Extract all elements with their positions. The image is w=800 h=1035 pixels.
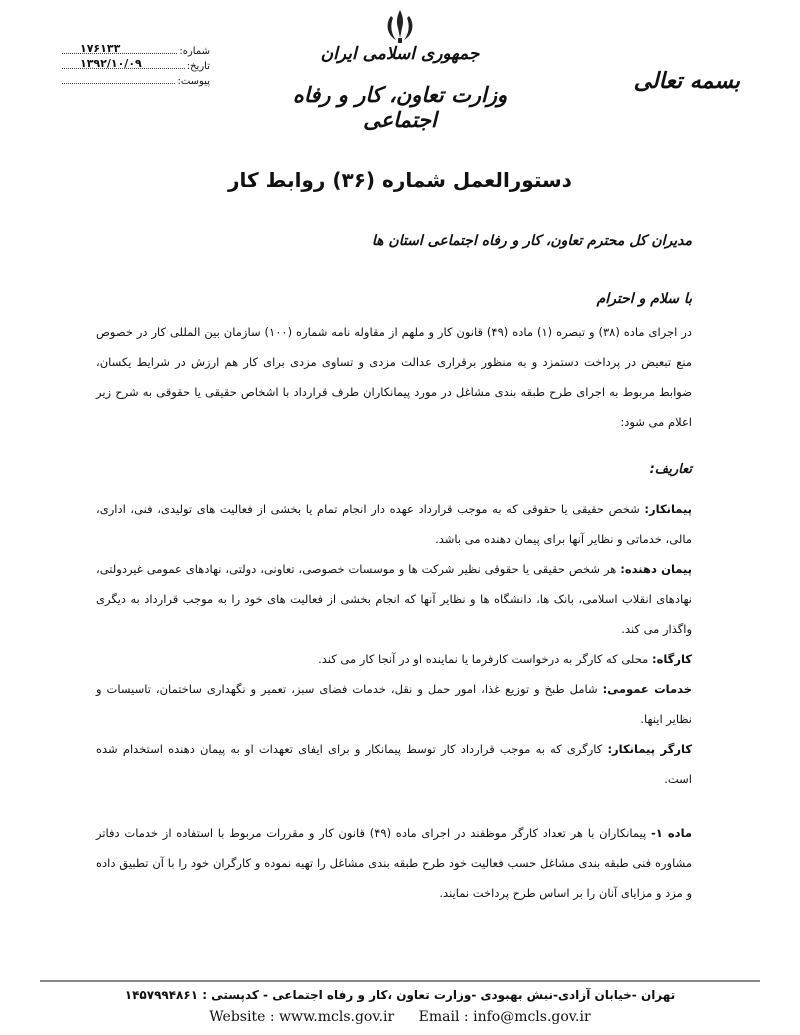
footer-address: تهران -خیابان آزادی-نبش بهبودی -وزارت تعاون ،کار و رفاه اجتماعی - کدپستی : ۱۴۵۷۹۹۴۸۶۱ — [124, 988, 676, 1002]
definition-item — [96, 644, 692, 674]
ministry-title: وزارت تعاون، کار و رفاه اجتماعی — [292, 82, 508, 132]
definition-term: پیمانکار: — [644, 502, 692, 516]
footer-divider — [40, 980, 760, 982]
definitions-heading: تعاریف: — [649, 462, 692, 477]
meta-attachment-label: پیوست: — [177, 76, 210, 87]
meta-number-label: شماره: — [179, 46, 210, 57]
definitions-list — [96, 494, 692, 794]
letter-meta — [60, 44, 210, 89]
article-1-text: پیمانکاران با هر تعداد کارگر موظفند در اجرای ماده (۴۹) قانون کار و مقررات مربوط با استفاده از خدمات دفاتر مشاوره فنی طبقه بندی مشاغل حسب فعالیت خود طرح طبقه بندی مشاغل را تهیه نموده و کارگران خود را با آن تطبیق داده و مزد و مزایای آنان را بر اساس طرح پرداخت نمایند. — [96, 826, 692, 900]
definition-item — [96, 494, 692, 554]
definition-text: هر شخص حقیقی یا حقوقی نظیر شرکت ها و موسسات خصوصی، تعاونی، دولتی، نهادهای عمومی غیردولتی، نهادهای انقلاب اسلامی، بانک ها، دانشگاه ها و نظایر آنها که انجام بخشی از فعالیت های خود را به موجب قرارداد به دیگری واگذار می کند. — [96, 562, 692, 636]
greeting: با سلام و احترام — [596, 291, 692, 307]
addressee: مدیران کل محترم تعاون، کار و رفاه اجتماعی استان ها — [371, 233, 692, 249]
footer-contact — [0, 1009, 800, 1025]
meta-date-label: تاریخ: — [186, 61, 210, 72]
republic-title: جمهوری اسلامی ایران — [320, 44, 480, 64]
document-title: دستورالعمل شماره (۳۶) روابط کار — [228, 168, 572, 192]
article-1 — [96, 818, 692, 908]
besmellah-heading: بسمه تعالی — [633, 68, 740, 94]
definition-item — [96, 554, 692, 644]
meta-attachment-row — [60, 74, 210, 89]
footer-website: Website : www.mcls.gov.ir — [209, 1009, 395, 1025]
definition-term: کارگر پیمانکار: — [607, 742, 693, 756]
definition-item — [96, 674, 692, 734]
meta-date-value: ۱۳۹۲/۱۰/۰۹ — [80, 57, 142, 70]
definition-text: شخص حقیقی یا حقوقی که به موجب قرارداد عهده دار انجام تمام یا بخشی از فعالیت های تولیدی، فنی، اداری، مالی، خدماتی و نظایر آنها برای پیمان دهنده می باشد. — [96, 502, 692, 546]
iran-emblem-icon — [383, 8, 417, 44]
meta-date-row — [60, 59, 210, 74]
intro-paragraph: در اجرای ماده (۳۸) و تبصره (۱) ماده (۴۹) قانون کار و ملهم از مقاوله نامه شماره (۱۰۰) سازمان بین المللی کار در خصوص منع تبعیض در پرداخت دستمزد و به منظور برقراری عدالت مزدی و تساوی مزدی برای کار هم ارزش در شرایط یکسان، ضوابط مربوط به اجرای طرح طبقه بندی مشاغل در مورد پیمانکاران طرف قرارداد با اشخاص حقیقی یا حقوقی به شرح زیر اعلام می شود: — [96, 325, 692, 429]
footer-email: Email : info@mcls.gov.ir — [418, 1009, 591, 1025]
definition-term: خدمات عمومی: — [602, 682, 693, 696]
definition-text: محلی که کارگر به درخواست کارفرما یا نماینده او در آنجا کار می کند. — [318, 652, 649, 666]
definition-term: کارگاه: — [651, 652, 692, 666]
meta-number-value: ۱۷۶۱۳۳ — [80, 42, 121, 55]
definition-term: پیمان دهنده: — [620, 562, 692, 576]
article-1-term: ماده ۱- — [650, 826, 693, 840]
definition-item — [96, 734, 692, 794]
definition-text: کارگری که به موجب قرارداد کار توسط پیمانکار و برای ایفای تعهدات او به پیمان دهنده استخدام شده است. — [96, 742, 692, 786]
definition-text: شامل طبخ و توزیع غذا، امور حمل و نقل، خدمات فضای سبز، تعمیر و نگهداری ساختمان، تاسیسات و نظایر اینها. — [96, 682, 692, 726]
